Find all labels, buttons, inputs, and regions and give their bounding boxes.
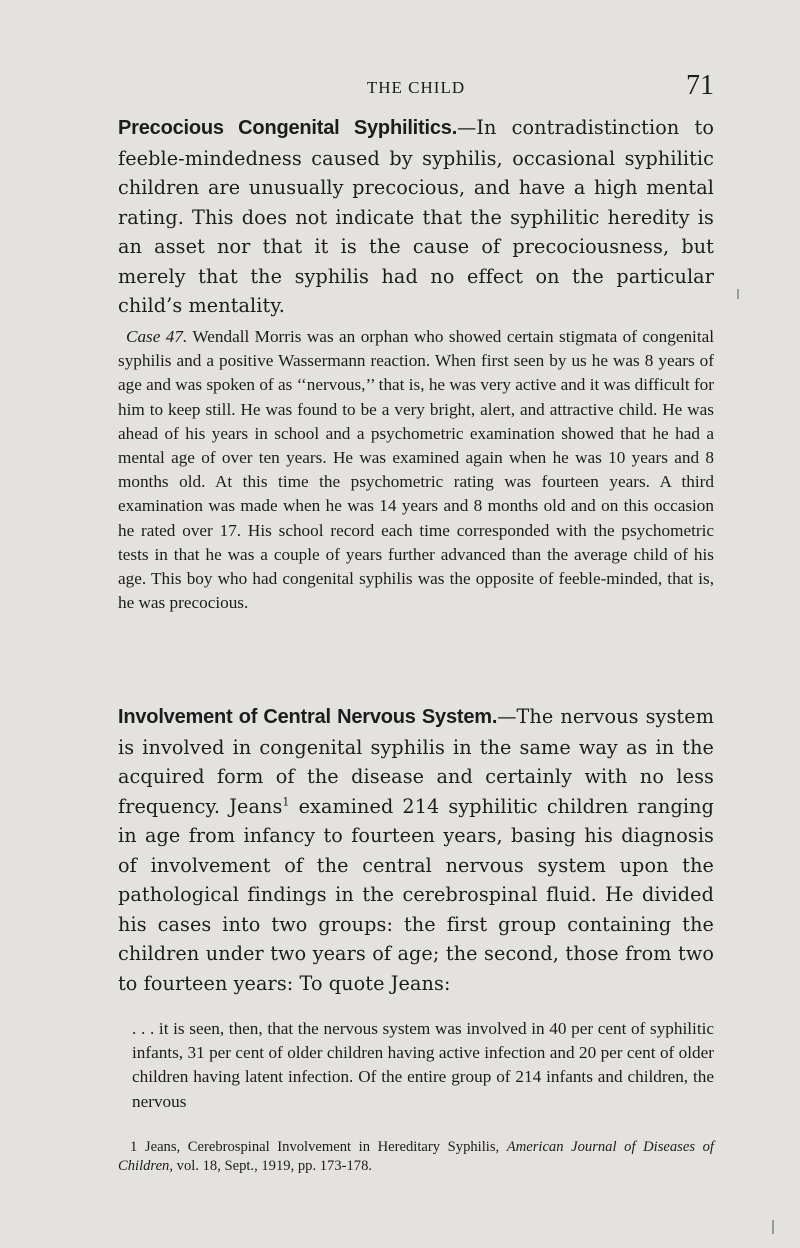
case-paragraph <box>118 325 714 615</box>
footnote-number: 1 <box>130 1139 138 1155</box>
footnote <box>118 1138 714 1176</box>
footnote-text: Jeans, Cerebrospinal Involvement in Hereditary Syphilis, <box>137 1139 507 1155</box>
page-header <box>118 70 714 104</box>
section-precocious <box>118 113 714 321</box>
case-text: Wendall Morris was an orphan who showed certain stigmata of congenital syphilis and a positive Wassermann reaction. When first seen by us he was 8 years of age and was spoken of as ‘‘nervous,’’ that is, he was very active and it was difficult for him to keep still. He was found to be a very bright, alert, and attractive child. He was ahead of his years in school and a psychometric examination showed that he had a mental age of over ten years. He was examined again when he was 10 years and 8 months old. At this time the psychometric rating was fourteen years. A third examination was made when he was 14 years and 8 months old and on this occasion he rated over 17. His school record each time corresponded with the psychometric tests in that he was a couple of years further advanced than the average child of his age. This boy who had congenital syphilis was the opposite of feeble-minded, that is, he was precocious. <box>118 327 715 613</box>
block-quote <box>118 1017 714 1114</box>
quote-text: . . . it is seen, then, that the nervous system was involved in 40 per cent of syphilitic infants, 31 per cent of older children having active infection and 20 per cent of older children having latent infection. Of the entire group of 214 infants and children, the nervous <box>132 1019 714 1111</box>
footnote-journal: American Journal of Diseases of Children <box>118 1139 714 1174</box>
case-label: Case 47. <box>126 327 188 346</box>
section-text-precocious: —In contradistinction to feeble-mindedness caused by syphilis, occasional syphilitic children are unusually precocious, and have a high mental rating. This does not indicate that the syphilitic heredity is an asset nor that it is the cause of precociousness, but merely that the syphilis had no effect on the particular child’s mentality. <box>118 116 714 317</box>
paper-speck <box>772 1220 774 1234</box>
section-heading-precocious: Precocious Congenital Syphilitics. <box>118 117 458 139</box>
footnote-ref: 1 <box>282 795 290 809</box>
paper-speck <box>737 289 739 299</box>
footnote-details: , vol. 18, Sept., 1919, pp. 173-178. <box>169 1158 373 1174</box>
running-head: THE CHILD <box>366 78 466 97</box>
section-text-cns-b: examined 214 syphilitic children ranging in age from infancy to fourteen years, basing his diagnosis of involvement of the central nervous system upon the pathological findings in the cerebrospinal fluid. He divided his cases into two groups: the first group containing the children under two years of age; the second, those from two to fourteen years: To quote Jeans: <box>118 794 714 995</box>
section-text-cns-a: —The nervous system is involved in congenital syphilis in the same way as in the acquired form of the disease and certainly with no less frequency. Jeans <box>118 705 714 818</box>
section-cns <box>118 702 714 998</box>
page-number: 71 <box>686 70 714 101</box>
section-heading-cns: Involvement of Central Nervous System. <box>118 706 498 728</box>
